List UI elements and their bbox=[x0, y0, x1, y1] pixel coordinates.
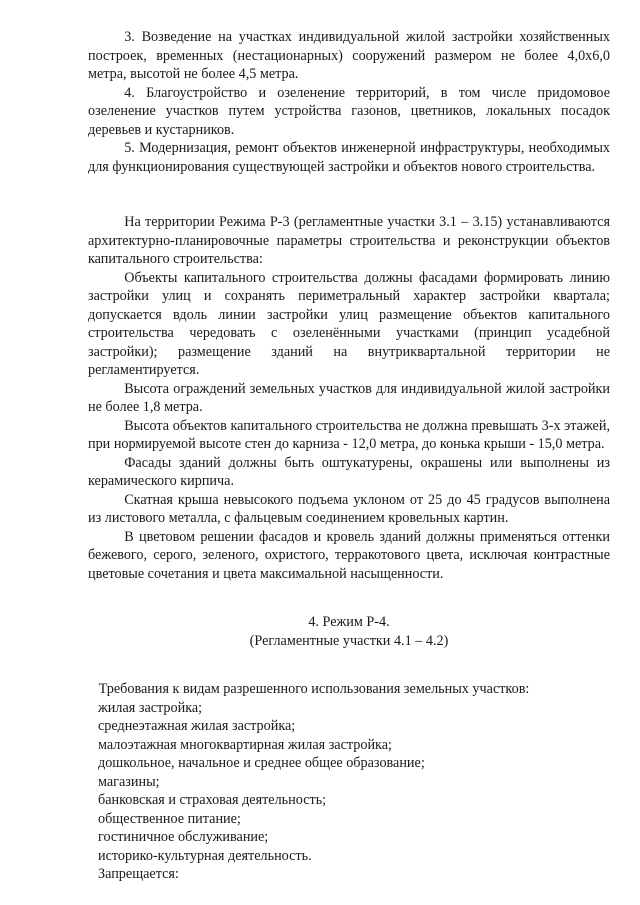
list-item: общественное питание; bbox=[98, 810, 241, 827]
spacer bbox=[88, 650, 610, 680]
spacer bbox=[88, 176, 610, 213]
section-subtitle: (Регламентные участки 4.1 – 4.2) bbox=[249, 632, 449, 649]
regime-p3-paragraph-building-height: Высота объектов капитального строительства не должна превышать 3-х этажей, при нормируемой высоте стен до карниза - 12,0 метра, до конька крыши - 15,0 метра. bbox=[88, 417, 610, 452]
list-item: магазины; bbox=[98, 773, 160, 790]
list-item: жилая застройка; bbox=[98, 699, 203, 716]
list-item: гостиничное обслуживание; bbox=[98, 829, 269, 845]
prohibited-label: Запрещается: bbox=[98, 866, 179, 882]
regime-p3-paragraph-facade-finish: Фасады зданий должны быть оштукатурены, окрашены или выполнены из керамического кирпича. bbox=[88, 454, 610, 489]
regime-p3-paragraph-roof: Скатная крыша невысокого подъема уклоном от 25 до 45 градусов выполнена из листового металла, с фальцевым соединением кровельных картин. bbox=[88, 491, 610, 526]
paragraph-item-5: 5. Модернизация, ремонт объектов инженерной инфраструктуры, необходимых для функционирования существующей застройки и объектов нового строительства. bbox=[88, 140, 610, 175]
paragraph-item-4: 4. Благоустройство и озеленение территорий, в том числе придомовое озеленение участков путем устройства газонов, цветников, локальных посадок деревьев и кустарников. bbox=[88, 84, 610, 138]
regime-p3-paragraph-fence-height: Высота ограждений земельных участков для индивидуальной жилой застройки не более 1,8 метра. bbox=[88, 380, 610, 415]
regime-p3-intro: На территории Режима Р-3 (регламентные участки 3.1 – 3.15) устанавливаются архитектурно-планировочные параметры строительства и реконструкции объектов капитального строительства: bbox=[88, 214, 610, 267]
list-item: дошкольное, начальное и среднее общее образование; bbox=[98, 755, 425, 771]
regime-p3-paragraph-facades-line: Объекты капитального строительства должны фасадами формировать линию застройки улиц и сохранять периметральный характер застройки квартала; допускается вдоль линии застройки улиц размещение объектов капитального строительства чередовать с озеленёнными участками (принцип усадебной застройки); размещение зданий на внутриквартальной территории не регламентируется. bbox=[88, 269, 610, 378]
list-item: банковская и страховая деятельность; bbox=[98, 792, 327, 808]
list-item: малоэтажная многоквартирная жилая застройка; bbox=[98, 736, 392, 753]
regime-p3-paragraph-colors: В цветовом решении фасадов и кровель зданий должны применяться оттенки бежевого, серого, зеленого, охристого, терракотового цвета, исключая контрастные цветовые сочетания и цвета максимальной насыщенности. bbox=[88, 528, 610, 582]
section-title: 4. Режим Р-4. bbox=[308, 614, 390, 630]
document-page bbox=[88, 28, 610, 884]
paragraph-item-3: 3. Возведение на участках индивидуальной жилой застройки хозяйственных построек, временных (нестационарных) сооружений размером не более 4,0х6,0 метра, высотой не более 4,5 метра. bbox=[88, 29, 610, 82]
permitted-uses-list bbox=[88, 699, 610, 884]
requirements-title: Требования к видам разрешенного использования земельных участков: bbox=[98, 681, 530, 697]
list-item: среднеэтажная жилая застройка; bbox=[98, 718, 296, 734]
spacer bbox=[88, 583, 610, 613]
list-item: историко-культурная деятельность. bbox=[98, 847, 312, 864]
